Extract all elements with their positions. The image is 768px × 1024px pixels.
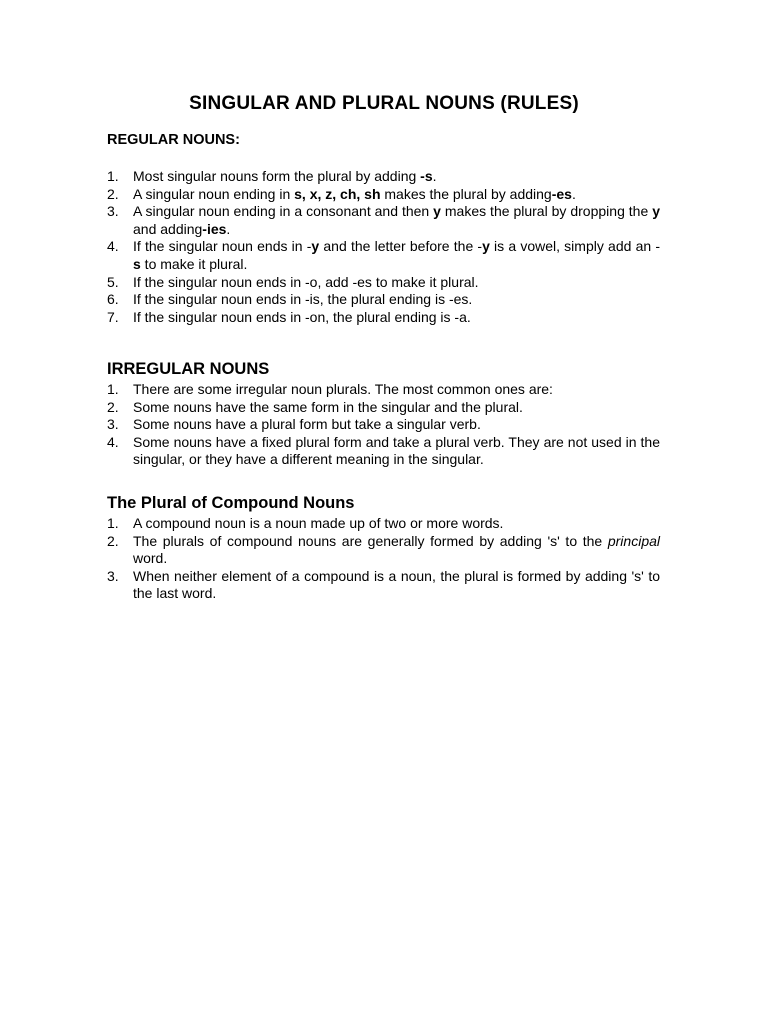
item-number: 3.	[107, 416, 119, 433]
list-item	[107, 291, 660, 309]
text-run: A singular noun ending in	[133, 185, 295, 202]
list-item	[107, 568, 660, 603]
item-text	[133, 203, 660, 237]
bold-text: -s	[420, 168, 433, 184]
item-text	[133, 515, 503, 531]
text-run: If the singular noun ends in -	[133, 238, 312, 255]
text-run: Some nouns have a plural form but take a singular verb.	[133, 416, 481, 433]
list-item	[107, 238, 660, 273]
list-item	[107, 399, 660, 417]
item-text	[133, 291, 472, 307]
irregular-nouns-list	[107, 381, 660, 469]
text-run: If the singular noun ends in -on, the plural ending is -a.	[133, 308, 471, 325]
item-text	[133, 381, 553, 397]
item-number: 2.	[107, 532, 119, 549]
page-title: SINGULAR AND PLURAL NOUNS (RULES)	[189, 93, 579, 114]
item-number: 1.	[107, 168, 119, 184]
text-run: word.	[133, 550, 168, 567]
list-item	[107, 203, 660, 238]
list-item	[107, 186, 660, 204]
list-item	[107, 168, 660, 186]
text-run: and the letter before the -	[319, 238, 483, 255]
text-run: to make it plural.	[140, 255, 248, 272]
list-item	[107, 533, 660, 568]
text-run: makes the plural by dropping the	[440, 203, 653, 220]
item-number: 3.	[107, 203, 119, 220]
list-item	[107, 515, 660, 533]
text-run: .	[571, 185, 576, 202]
bold-text: s, x, z, ch, sh	[294, 185, 381, 202]
text-run: If the singular noun ends in -o, add -es to make it plural.	[133, 273, 479, 290]
bold-text: -ies	[202, 220, 227, 237]
item-text	[133, 568, 660, 602]
text-run: There are some irregular noun plurals. The most common ones are:	[133, 381, 553, 397]
item-text	[133, 274, 479, 290]
item-text	[133, 168, 437, 184]
list-item	[107, 434, 660, 469]
text-run: and adding	[133, 220, 203, 237]
bold-text: y	[482, 238, 490, 255]
text-run: Most singular nouns form the plural by adding	[133, 168, 421, 184]
compound-nouns-list	[107, 515, 660, 603]
text-run: .	[226, 220, 231, 237]
item-number: 7.	[107, 308, 119, 325]
italic-text: principal	[607, 532, 660, 549]
bold-text: y	[433, 203, 441, 220]
text-run: The plurals of compound nouns are generally formed by adding 's' to the	[133, 532, 608, 549]
list-item	[107, 381, 660, 399]
item-number: 6.	[107, 291, 119, 308]
text-run: makes the plural by adding	[380, 185, 552, 202]
item-text	[133, 533, 660, 567]
bold-text: s	[133, 255, 141, 272]
text-run: When neither element of a compound is a noun, the plural is formed by adding 's' to the last word.	[133, 567, 660, 602]
bold-text: y	[652, 203, 660, 220]
compound-nouns-heading: The Plural of Compound Nouns	[107, 494, 355, 512]
irregular-nouns-heading: IRREGULAR NOUNS	[107, 360, 270, 378]
item-number: 2.	[107, 185, 119, 202]
item-text	[133, 186, 576, 202]
text-run: Some nouns have a fixed plural form and take a plural verb. They are not used in the singular, or they have a different meaning in the singular.	[133, 433, 660, 468]
item-text	[133, 399, 523, 415]
item-number: 1.	[107, 515, 119, 531]
text-run: A singular noun ending in a consonant and then	[133, 203, 434, 220]
regular-nouns-heading: REGULAR NOUNS:	[107, 132, 240, 148]
bold-text: -es	[551, 185, 572, 202]
item-number: 1.	[107, 381, 119, 397]
text-run: .	[432, 168, 437, 184]
regular-nouns-list	[107, 168, 660, 326]
text-run: If the singular noun ends in -is, the plural ending is -es.	[133, 291, 473, 308]
item-number: 5.	[107, 273, 119, 290]
item-number: 3.	[107, 567, 119, 584]
item-number: 2.	[107, 398, 119, 415]
item-text	[133, 434, 660, 468]
item-number: 4.	[107, 238, 119, 255]
list-item	[107, 274, 660, 292]
text-run: Some nouns have the same form in the singular and the plural.	[133, 398, 523, 415]
list-item	[107, 416, 660, 434]
text-run: is a vowel, simply add an -	[489, 238, 660, 255]
item-text	[133, 238, 660, 272]
item-text	[133, 309, 471, 325]
bold-text: y	[311, 238, 320, 255]
item-number: 4.	[107, 433, 119, 450]
text-run: A compound noun is a noun made up of two or more words.	[133, 515, 504, 531]
item-text	[133, 416, 481, 432]
list-item	[107, 309, 660, 327]
